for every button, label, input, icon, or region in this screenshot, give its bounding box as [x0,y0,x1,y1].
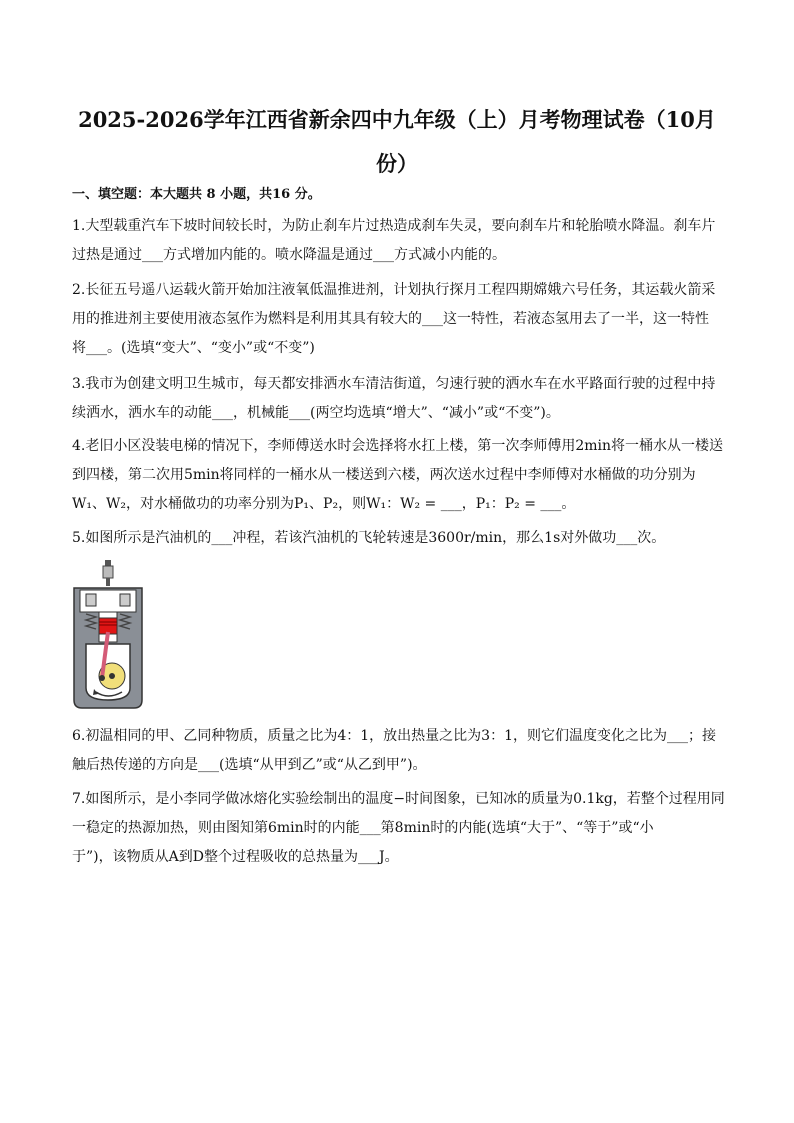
question-2 [72,276,724,363]
question-line: 2.长征五号遥八运载火箭开始加注液氧低温推进剂，计划执行探月工程四期嫦娥六号任务，其运载火箭采 [72,282,716,298]
gasoline-engine-diagram-icon [72,560,144,710]
section-header: 一、填空题：本大题共 8 小题，共16 分。 [72,187,321,202]
exam-title-line-1: 2025-2026学年江西省新余四中九年级（上）月考物理试卷（10月 [78,107,716,132]
question-line: 3.我市为创建文明卫生城市，每天都安排洒水车清洁街道，匀速行驶的洒水车在水平路面行驶的过程中持 [72,376,716,392]
question-1 [72,212,724,270]
question-line: 于”)，该物质从A到D整个过程吸收的总热量为___J。 [72,849,399,865]
question-7 [72,785,724,872]
exam-title [60,98,734,186]
question-line: 将___。(选填“变大”、“变小”或“不变”) [72,340,315,356]
question-line: W₁、W₂，对水桶做功的功率分别为P₁、P₂，则W₁：W₂ = ___，P₁：P₂ = ___。 [72,496,576,512]
question-line: 一稳定的热源加热，则由图知第6min时的内能___第8min时的内能(选填“大于”、“等于”或“小 [72,820,654,836]
question-line: 4.老旧小区没装电梯的情况下，李师傅送水时会选择将水扛上楼，第一次李师傅用2min将一桶水从一楼送 [72,438,724,454]
question-line: 续洒水，洒水车的动能___，机械能___(两空均选填“增大”、“减小”或“不变”)。 [72,405,560,421]
question-6 [72,722,724,780]
question-line: 7.如图所示，是小李同学做冰熔化实验绘制出的温度−时间图象，已知冰的质量为0.1kg，若整个过程用同 [72,791,725,807]
question-line: 到四楼，第二次用5min将同样的一桶水从一楼送到六楼，两次送水过程中李师傅对水桶做的功分别为 [72,467,696,483]
question-5 [72,524,724,553]
question-line: 6.初温相同的甲、乙同种物质，质量之比为4：1，放出热量之比为3：1，则它们温度变化之比为___；接 [72,728,716,744]
exam-title-line-2: 份） [376,151,418,176]
question-line: 过热是通过___方式增加内能的。喷水降温是通过___方式减小内能的。 [72,247,506,263]
question-4 [72,432,724,519]
question-line: 5.如图所示是汽油机的___冲程，若该汽油机的飞轮转速是3600r/min，那么1s对外做功___次。 [72,530,666,546]
question-line: 触后热传递的方向是___(选填“从甲到乙”或“从乙到甲”)。 [72,757,427,773]
question-line: 1.大型载重汽车下坡时间较长时，为防止刹车片过热造成刹车失灵，要向刹车片和轮胎喷水降温。刹车片 [72,218,716,234]
question-3 [72,370,724,428]
question-line: 用的推进剂主要使用液态氢作为燃料是利用其具有较大的___这一特性，若液态氢用去了一半，这一特性 [72,311,709,327]
